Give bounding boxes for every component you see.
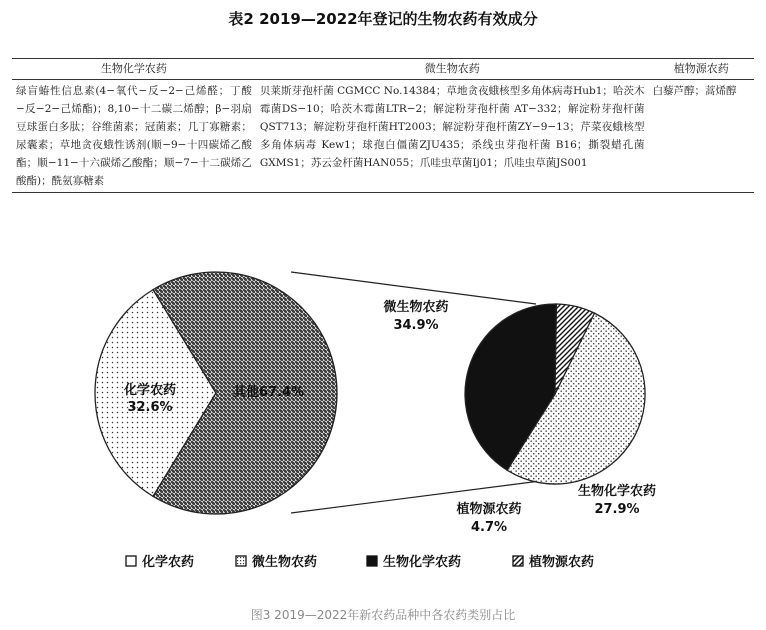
chart-legend	[126, 554, 594, 570]
figure-caption: 图3 2019—2022年新农药品种中各农药类别占比	[250, 608, 516, 622]
sub-value-botanical: 4.7%	[470, 520, 508, 535]
table-row	[12, 80, 754, 193]
sub-label-microbial: 微生物农药	[383, 300, 449, 315]
sub-value-microbial: 34.9%	[393, 318, 439, 333]
table-title: 表2 2019—2022年登记的生物农药有效成分	[228, 10, 538, 28]
header-botanical: 植物源农药	[649, 59, 754, 80]
main-value-other: 67.4%	[259, 385, 305, 400]
legend-swatch-chemical	[126, 556, 136, 566]
main-label-other	[233, 384, 304, 400]
header-biochemical: 生物化学农药	[12, 59, 256, 80]
legend-label-botanical: 植物源农药	[529, 555, 595, 570]
sub-value-biochemical: 27.9%	[594, 502, 640, 517]
sub-pie	[465, 304, 645, 484]
legend-label-microbial: 微生物农药	[252, 555, 318, 570]
main-label-other-name: 其他	[233, 385, 260, 400]
cell-biochemical: 绿盲蝽性信息素(4−氧代−反−2−己烯醛；丁酸−反−2−己烯酯)；8,10−十二碳二烯醇；β−羽扇豆球蛋白多肽；谷维菌素；冠菌素；几丁寡糖素；尿囊素；草地贪夜蛾性诱剂(顺−9−十四碳烯乙酸酯；顺−11−十六碳烯乙酸酯；顺−7−十二碳烯乙酸酯)；酰氨寡糖素	[12, 80, 256, 193]
cell-microbial: 贝莱斯芽孢杆菌 CGMCC No.14384；草地贪夜蛾核型多角体病毒Hub1；哈茨木霉菌DS−10；哈茨木霉菌LTR−2；解淀粉芽孢杆菌 AT−332；解淀粉芽孢杆菌 QST713；解淀粉芽孢杆菌HT2003；解淀粉芽孢杆菌ZY−9−13；芹菜夜蛾核型多角体病毒 Kew1；球孢白僵菌ZJU435；杀线虫芽孢杆菌 B16；撕裂蜡孔菌GXMS1；苏云金杆菌HAN055；爪哇虫草菌Ij01；爪哇虫草菌JS001	[256, 80, 649, 193]
legend-label-chemical: 化学农药	[142, 555, 195, 570]
legend-swatch-botanical	[513, 556, 523, 566]
sub-label-biochemical: 生物化学农药	[577, 484, 657, 499]
header-microbial: 微生物农药	[256, 59, 649, 80]
legend-label-biochemical: 生物化学农药	[383, 555, 462, 570]
pie-of-pie-chart	[0, 230, 766, 600]
cell-botanical: 白藜芦醇；蒿烯醇	[649, 80, 754, 193]
legend-swatch-microbial	[236, 556, 246, 566]
legend-swatch-biochemical	[367, 556, 377, 566]
main-label-chemical: 化学农药	[123, 383, 177, 398]
active-ingredients-table	[12, 58, 754, 193]
table-header-row	[12, 59, 754, 80]
sub-label-botanical: 植物源农药	[456, 502, 522, 517]
main-value-chemical: 32.6%	[127, 400, 173, 415]
